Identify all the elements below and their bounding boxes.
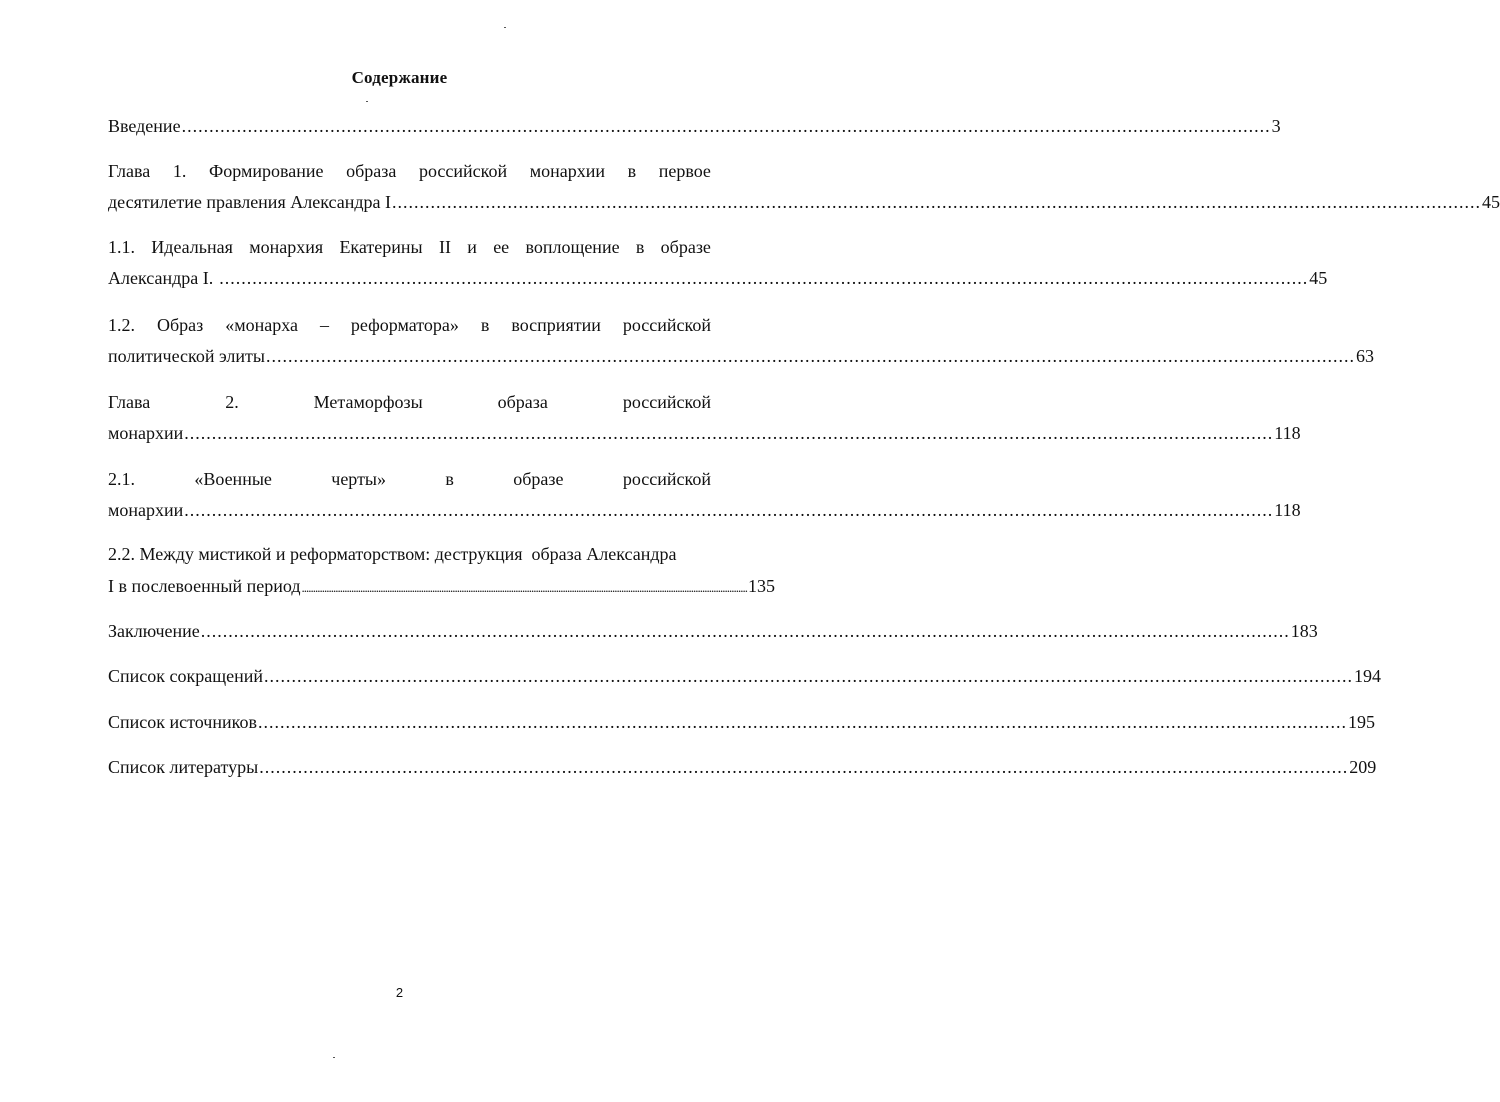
toc-entry-chapter-1-line1[interactable] — [108, 155, 711, 187]
word: Глава — [108, 161, 151, 181]
dot-leader: ...................................................................................................................................................................................................... — [259, 757, 1349, 777]
word: российской — [622, 315, 711, 335]
toc-entry-chapter-2-line2[interactable] — [108, 417, 1301, 449]
word: российской — [622, 392, 711, 412]
toc-entry-label: I в послевоенный период — [108, 576, 301, 596]
toc-entry-section-1-2-line2[interactable] — [108, 340, 1374, 372]
word: российской — [418, 161, 508, 181]
toc-entry-label: Список литературы — [108, 757, 259, 777]
toc-entry-page: 118 — [1274, 500, 1301, 520]
toc-entry-page: 118 — [1274, 423, 1301, 443]
scan-speck — [504, 27, 506, 28]
word: в — [627, 161, 637, 181]
toc-entry-page: 183 — [1290, 621, 1318, 641]
toc-entry-page: 45 — [1481, 192, 1500, 212]
dot-leader: ...................................................................................................................................................................................................... — [301, 580, 748, 595]
toc-entry-label: монархии — [108, 423, 184, 443]
toc-entry-sources[interactable] — [108, 706, 1375, 738]
dot-leader: ...................................................................................................................................................................................................... — [391, 192, 1481, 212]
dot-leader: ...................................................................................................................................................................................................... — [263, 666, 1353, 686]
word: Глава — [108, 392, 151, 412]
toc-entry-section-2-1-line1[interactable] — [108, 463, 711, 495]
word: Идеальная — [151, 237, 233, 257]
word: Метаморфозы — [313, 392, 423, 412]
word: Образ — [156, 315, 204, 335]
word: монархия — [249, 237, 324, 257]
toc-entry-introduction[interactable] — [108, 110, 1281, 142]
toc-entry-label: десятилетие правления Александра I — [108, 192, 391, 212]
word: Екатерины — [339, 237, 423, 257]
word: реформатора» — [350, 315, 459, 335]
word: в — [480, 315, 490, 335]
word: монархии — [529, 161, 605, 181]
toc-entry-section-2-2-line1[interactable] — [108, 538, 711, 570]
word: воплощение — [525, 237, 620, 257]
word: черты» — [331, 469, 387, 489]
word: Формирование — [209, 161, 324, 181]
word: и — [467, 237, 477, 257]
dot-leader: ...................................................................................................................................................................................................... — [184, 423, 1274, 443]
word: в — [635, 237, 645, 257]
word: образа — [497, 392, 548, 412]
word: 2. — [225, 392, 239, 412]
word: первое — [658, 161, 711, 181]
word: 2.1. — [108, 469, 135, 489]
dot-leader: ...................................................................................................................................................................................................... — [265, 346, 1355, 366]
toc-entry-label: монархии — [108, 500, 184, 520]
toc-entry-chapter-1-line2[interactable] — [108, 186, 1500, 218]
word: восприятии — [511, 315, 601, 335]
toc-entry-page: 209 — [1349, 757, 1377, 777]
toc-entry-conclusion[interactable] — [108, 615, 1318, 647]
toc-entry-section-1-1-line2[interactable] — [108, 262, 1328, 294]
scan-speck — [366, 101, 368, 102]
toc-entry-page: 63 — [1355, 346, 1374, 366]
dot-leader: ...................................................................................................................................................................................................... — [257, 712, 1347, 732]
dot-leader: ...................................................................................................................................................................................................... — [219, 268, 1309, 288]
toc-entry-label: Заключение — [108, 621, 200, 641]
toc-entry-label: Александра I. — [108, 268, 214, 288]
word: образе — [513, 469, 564, 489]
toc-entry-page: 3 — [1271, 116, 1281, 136]
toc-entry-page: 195 — [1347, 712, 1375, 732]
word: II — [438, 237, 451, 257]
toc-entry-label: 2.2. Между мистикой и реформаторством: деструкция образа Александра — [108, 544, 677, 564]
toc-entry-label: Список источников — [108, 712, 257, 732]
word: ее — [493, 237, 510, 257]
word: в — [445, 469, 454, 489]
word: 1. — [172, 161, 187, 181]
word: российской — [622, 469, 711, 489]
toc-entry-label: Введение — [108, 116, 181, 136]
toc-entry-label: политической элиты — [108, 346, 265, 366]
word: «монарха — [225, 315, 298, 335]
dot-leader: ...................................................................................................................................................................................................... — [181, 116, 1271, 136]
toc-entry-page: 135 — [748, 576, 776, 596]
dot-leader: ...................................................................................................................................................................................................... — [200, 621, 1290, 641]
toc-entry-abbreviations[interactable] — [108, 660, 1381, 692]
toc-entry-page: 194 — [1353, 666, 1381, 686]
toc-title: Содержание — [351, 68, 448, 87]
word: образа — [346, 161, 397, 181]
toc-entry-page: 45 — [1309, 268, 1328, 288]
word: 1.1. — [108, 237, 135, 257]
toc-entry-label: Список сокращений — [108, 666, 263, 686]
scan-speck — [333, 1057, 335, 1058]
toc-entry-section-1-1-line1[interactable] — [108, 231, 711, 263]
toc-entry-literature[interactable] — [108, 751, 1377, 783]
page-number: 2 — [395, 985, 404, 1000]
toc-entry-section-2-1-line2[interactable] — [108, 494, 1301, 526]
word: 1.2. — [108, 315, 135, 335]
toc-entry-chapter-2-line1[interactable] — [108, 386, 711, 418]
word: образе — [660, 237, 711, 257]
toc-entry-section-1-2-line1[interactable] — [108, 309, 711, 341]
dot-leader: ...................................................................................................................................................................................................... — [184, 500, 1274, 520]
word: «Военные — [194, 469, 272, 489]
toc-entry-section-2-2-line2[interactable] — [108, 570, 776, 602]
word: – — [319, 315, 329, 335]
